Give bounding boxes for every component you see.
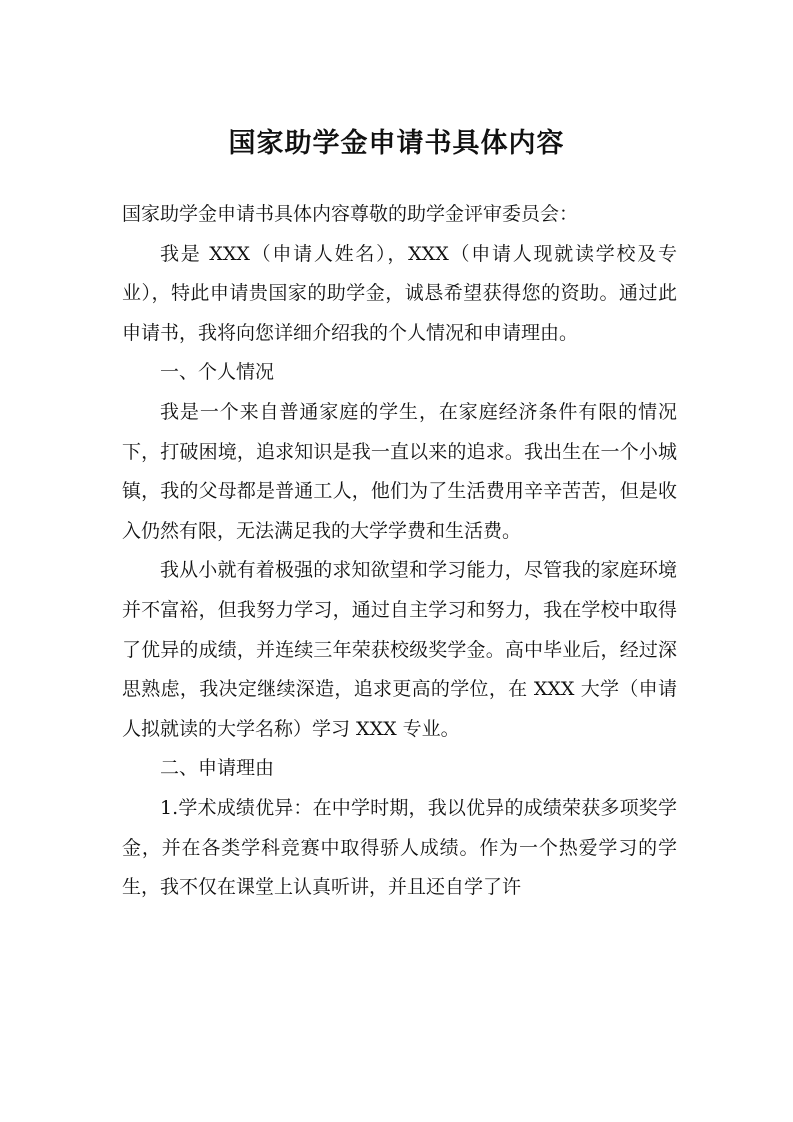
personal-paragraph-2: 我从小就有着极强的求知欲望和学习能力，尽管我的家庭环境并不富裕，但我努力学习，通过自主学习和努力，我在学校中取得了优异的成绩，并连续三年荣获校级奖学金。高中毕业后，经过深思熟虑，我决定继续深造，追求更高的学位，在 XXX 大学（申请人拟就读的大学名称）学习 XXX 专业。 <box>122 559 677 740</box>
intro-paragraph: 我是 XXX（申请人姓名），XXX（申请人现就读学校及专业），特此申请贵国家的助学金，诚恳希望获得您的资助。通过此申请书，我将向您详细介绍我的个人情况和申请理由。 <box>122 242 677 344</box>
page-title: 国家助学金申请书具体内容 <box>228 128 565 159</box>
section-heading-personal: 一、个人情况 <box>160 361 275 384</box>
salutation-paragraph: 国家助学金申请书具体内容尊敬的助学金评审委员会： <box>122 203 579 225</box>
section-heading-reasons: 二、申请理由 <box>160 757 275 780</box>
document-body <box>122 195 677 908</box>
reason-paragraph-1: 1.学术成绩优异：在中学时期，我以优异的成绩荣获多项奖学金，并在各类学科竞赛中取得骄人成绩。作为一个热爱学习的学生，我不仅在课堂上认真听讲，并且还自学了许 <box>122 796 677 899</box>
personal-paragraph-1: 我是一个来自普通家庭的学生，在家庭经济条件有限的情况下，打破困境，追求知识是我一直以来的追求。我出生在一个小城镇，我的父母都是普通工人，他们为了生活费用辛辛苦苦，但是收入仍然有限，无法满足我的大学学费和生活费。 <box>122 400 677 542</box>
